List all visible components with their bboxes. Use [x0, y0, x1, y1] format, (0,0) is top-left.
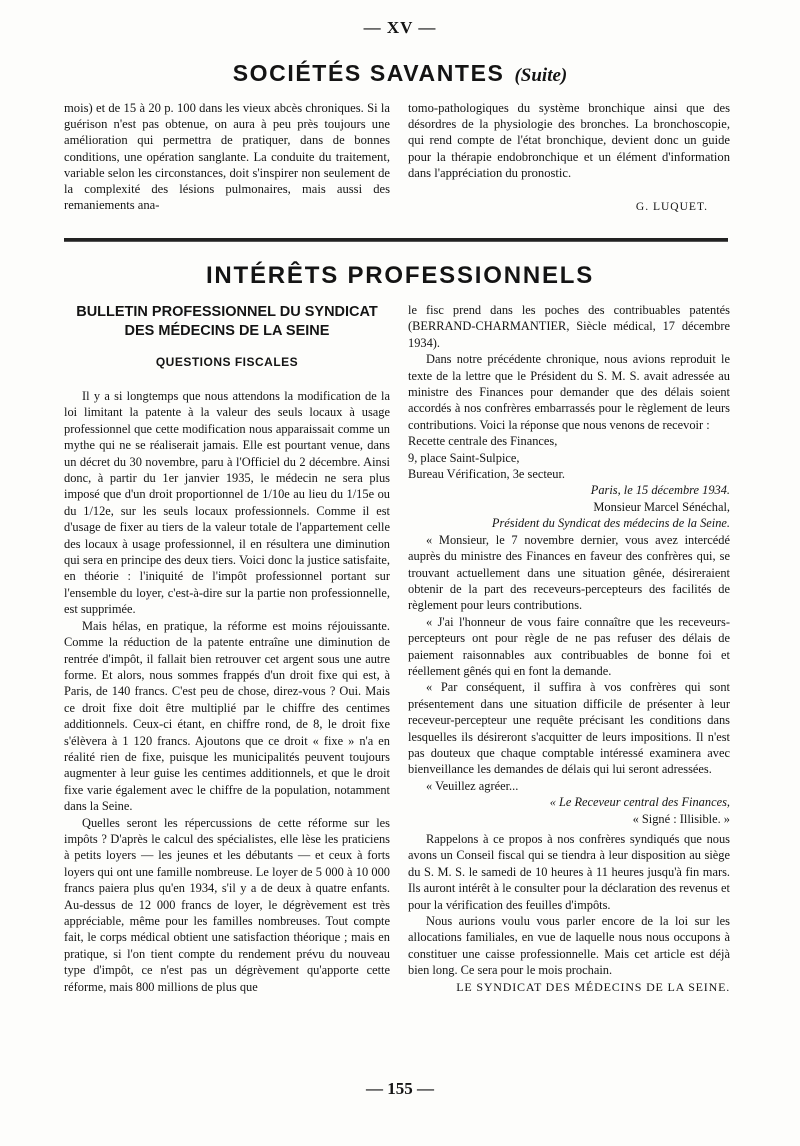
paragraph: Nous aurions voulu vous parler encore de la loi sur les allocations familiales, en vue de laquelle nous nous occupons à constituer une caisse professionnelle. Mais cet article est déjà bien long. Ce sera pour le mois prochain.: [408, 914, 730, 978]
section2-left-column: [64, 388, 390, 995]
letter-recipient: Monsieur Marcel Sénéchal,: [593, 499, 730, 514]
address-line: Bureau Vérification, 3e secteur.: [408, 467, 565, 482]
section-suffix: (Suite): [514, 65, 568, 86]
letter-paragraph: « J'ai l'honneur de vous faire connaître que les receveurs-percepteurs ont pour règle de ne pas refuser des délais de paiement raisonnables aux contribuables de bonne foi et réellement gênés qui en font la demande.: [408, 614, 730, 678]
page-number: — 155 —: [366, 1079, 434, 1098]
letter-date: Paris, le 15 décembre 1934.: [590, 483, 730, 498]
syndicate-signature: LE SYNDICAT DES MÉDECINS DE LA SEINE.: [456, 979, 730, 994]
address-line: 9, place Saint-Sulpice,: [408, 450, 520, 465]
paragraph: Il y a si longtemps que nous attendons la modification de la loi limitant la patente à la valeur des seuls locaux à usage professionnel que cette modification nous apparaissait comme un mythe qui ne se réaliserait jamais. Elle est pourtant venue, dans un décret du 30 novembre, paru à l'Officiel du 2 décembre. Ainsi donc, à partir du 1er janvier 1935, le médecin ne sera plus imposé que d'un droit proportionnel de 1/10e au lieu du 1/15e ou du 1/12e, sur les seuls locaux professionnels. Comme il est d'usage de fixer au tiers de la valeur totale de l'appartement celle des locaux à usage professionnel, il en résultera une diminution qui sera en principe des deux tiers. Voici donc la justice satisfaite, en théorie : l'iniquité de l'impôt professionnel portant sur l'ensemble du loyer, c'est-à-dire sur la partie non professionnelle, est supprimée.: [64, 389, 390, 617]
letter-signoff: « Signé : Illisible. »: [632, 811, 730, 826]
paragraph: Mais hélas, en pratique, la réforme est moins réjouissante. Comme la réduction de la patente entraîne une diminution de rentrée d'impôt, il fallait bien retrouver cet argent sous une autre forme. Et alors, nous sommes frappés d'un droit fixe qui est, à Paris, de 140 francs. C'est peu de chose, direz-vous ? Oui. Mais ce droit fixe doit être multiplié par le chiffre des centimes additionnels. Ceux-ci étant, en chiffre rond, de 8, le droit fixe s'élèvera à 1 120 francs. Ajoutons que ce droit « fixe » n'a en réalité rien de fixe, puisque les municipalités peuvent toujours augmenter à leur guise les centimes additionnels, et que le droit fixe varie également avec le chiffre de la population, notamment dans la Seine.: [64, 618, 390, 814]
address-line: Recette centrale des Finances,: [408, 434, 558, 449]
section-heading: [0, 60, 800, 87]
letter-recipient-title: Président du Syndicat des médecins de la Seine.: [491, 516, 730, 531]
section1-left-column: [64, 100, 390, 213]
paragraph: le fisc prend dans les poches des contribuables patentés (BERRAND-CHARMANTIER, Siècle médical, 17 décembre 1934).: [408, 303, 730, 350]
bulletin-heading-line2: DES MÉDECINS DE LA SEINE: [124, 323, 330, 339]
paragraph: mois) et de 15 à 20 p. 100 dans les vieux abcès chroniques. Si la guérison n'est pas obtenue, on aura à peu près toujours une amélioration qui permettra de pratiquer, dans de bonnes conditions, une opération sanglante. La conduite du traitement, variable selon les circonstances, doit s'inspirer non seulement de la complexité des lésions pulmonaires, mais aussi des remaniements ana-: [64, 101, 390, 213]
letter-paragraph: « Monsieur, le 7 novembre dernier, vous avez intercédé auprès du ministre des Finances en faveur des confrères qui, se trouvant actuellement dans une situation gênée, désireraient obtenir de la part des receveurs-percepteurs des facilités de règlement pour leurs contributions.: [408, 532, 730, 613]
section-title: SOCIÉTÉS SAVANTES: [232, 60, 505, 86]
bulletin-heading: [64, 303, 390, 341]
paragraph: tomo-pathologiques du système bronchique ainsi que des désordres de la physiologie des bronches. La bronchoscopie, qui rend compte de l'état bronchique, devient donc un guide pour la thérapie endobronchique et un élément d'information dans l'appréciation du pronostic.: [408, 101, 730, 180]
section1-right-column: [408, 100, 730, 181]
section-divider: [64, 238, 728, 242]
letter-paragraph: « Par conséquent, il suffira à vos confrères qui sont présentement dans une situation difficile de présenter à leur receveur-percepteur une requête précisant les conditions dans lesquelles ils désireront s'acquitter de leurs impositions. Il n'est pas douteux que chaque comptable intéressé examinera avec bienveillance les demandes de délais qui lui seront adressées.: [408, 680, 730, 777]
letter-paragraph: « Veuillez agréer...: [426, 778, 519, 793]
subheading: QUESTIONS FISCALES: [155, 355, 299, 369]
section2-right-column: [408, 302, 730, 995]
letter-signoff: « Le Receveur central des Finances,: [549, 795, 730, 810]
paragraph: Rappelons à ce propos à nos confrères syndiqués que nous avons un Conseil fiscal qui se tiendra à leur disposition au siège du S. M. S. le samedi de 10 heures à 11 heures jusqu'à fin mars. Ils auront intérêt à le consulter pour la déclaration des revenus et pour la vérification des feuilles d'impôts.: [408, 832, 730, 912]
paragraph: Quelles seront les répercussions de cette réforme sur les impôts ? D'après le calcul des spécialistes, elle lèse les praticiens à petits loyers — les jeunes et les débutants — et ceux à forts loyers qui ont une famille nombreuse. Le loyer de 5 000 à 10 000 francs paiera plus qu'en 1934, s'il y a de deux à quatre enfants. Au-dessus de 12 000 francs de loyer, le dégrèvement est très appréciable, même pour les familles nombreuses. Tout compte fait, le corps médical obtient une satisfaction théorique ; mais en pratique, si l'on tient compte du rendement prévu du nouveau type d'impôt, ce n'est pas un dégrèvement qu'apporte cette réforme, mais 800 millions de plus que: [64, 815, 390, 994]
paragraph: Dans notre précédente chronique, nous avions reproduit le texte de la lettre que le Président du S. M. S. avait adressée au ministre des Finances pour demander que des délais soient accordés à nos confrères embarrassés pour le règlement de leurs contributions. Voici la réponse que nous venons de recevoir :: [408, 352, 730, 432]
page-marker: — XV —: [363, 18, 437, 37]
author-signature: G. LUQUET.: [635, 201, 708, 213]
bulletin-heading-line1: BULLETIN PROFESSIONNEL DU SYNDICAT: [76, 304, 378, 320]
section2-title: INTÉRÊTS PROFESSIONNELS: [205, 262, 595, 289]
